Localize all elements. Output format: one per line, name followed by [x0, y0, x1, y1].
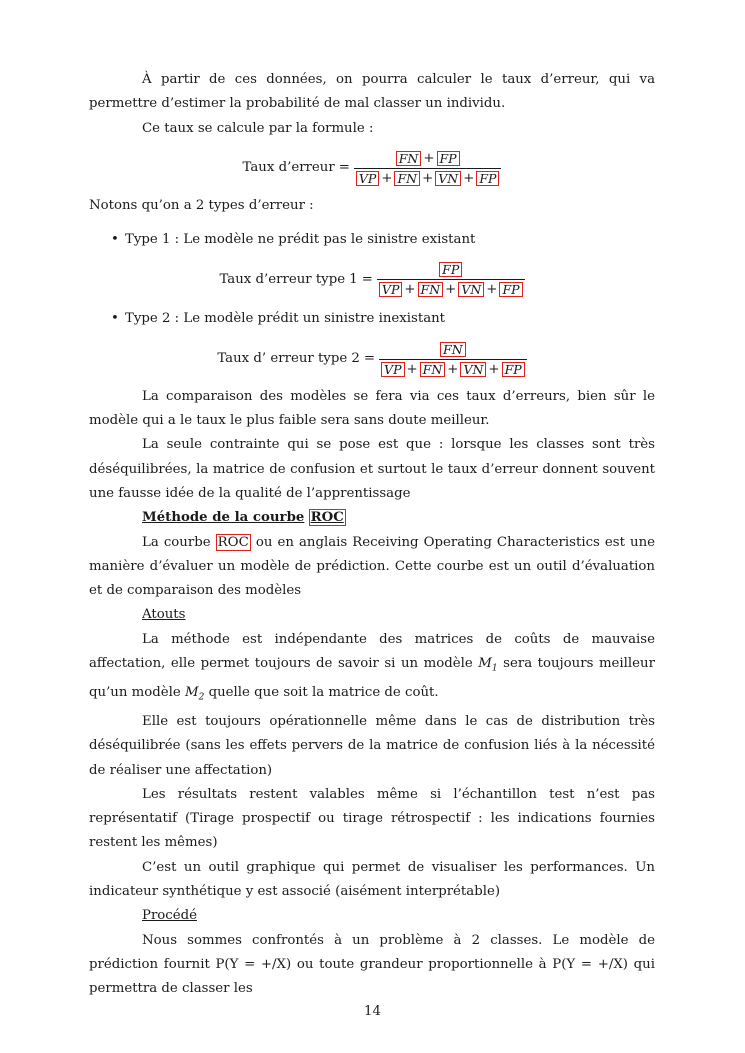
fraction: FP VP + FN + VN + FP: [377, 262, 525, 297]
paragraph: À partir de ces données, on pourra calculer le taux d’erreur, qui va permettre d’estimer la probabilité de mal classer un individu.: [89, 72, 655, 112]
paragraph: La méthode est indépendante des matrices de coûts de mauvaise affectation, elle permet toujours de savoir si un modèle $M_1$ sera toujours meilleur qu’un modèle $M_2$ quelle que soit la matrice de coût.: [89, 631, 655, 703]
term-box: FP: [499, 282, 522, 297]
paragraph: La comparaison des modèles se fera via ces taux d’erreurs, bien sûr le modèle qui a le taux le plus faible sera sans doute meilleur.: [89, 388, 655, 429]
bullet-dot: •: [111, 311, 119, 327]
subheading-atouts: Atouts: [142, 607, 186, 623]
paragraph: Elle est toujours opérationnelle même dans le cas de distribution très déséquilibrée (sans les effets pervers de la matrice de confusion liés à la nécessité de réaliser une affectation): [89, 713, 655, 778]
model-m2: $M_2$: [185, 685, 205, 703]
formula-error-type1: [89, 262, 655, 297]
term-box: FN: [418, 282, 444, 297]
term-box: FP: [437, 151, 460, 166]
term-box: VP: [356, 171, 379, 186]
term-box: VN: [458, 282, 484, 297]
paragraph: Nous sommes confrontés à un problème à 2 classes. Le modèle de prédiction fournit P(Y = +/X) ou toute grandeur proportionnelle à P(Y = +/X) qui permettra de classer les: [89, 932, 655, 997]
subheading-procede: Procédé: [142, 908, 198, 924]
paragraph: Notons qu’on a 2 types d’erreur :: [89, 197, 314, 213]
paragraph: C’est un outil graphique qui permet de visualiser les performances. Un indicateur synthétique y est associé (aisément interprétable): [89, 859, 655, 900]
term-box: FP: [476, 171, 499, 186]
term-box: FP: [439, 262, 462, 277]
bullet-dot: •: [111, 232, 119, 248]
formula-label: Taux d’ erreur type 2: [217, 351, 360, 367]
bullet-item: [111, 307, 655, 331]
fraction: FN + FP VP + FN + VN + FP: [354, 151, 502, 186]
term-box: FN: [440, 342, 466, 357]
term-box: VN: [460, 362, 486, 377]
formula-error-rate: [89, 151, 655, 186]
formula-label: Taux d’erreur type 1: [219, 271, 358, 287]
formula-label: Taux d’erreur: [242, 160, 335, 176]
formula-error-type2: [89, 342, 655, 377]
bullet-item: [111, 228, 655, 252]
term-box: VP: [379, 282, 402, 297]
paragraph: Les résultats restent valables même si l’échantillon test n’est pas représentatif (Tirage prospectif ou tirage rétrospectif : les indications fournies restent les mêmes): [89, 786, 655, 851]
term-box: FN: [394, 171, 420, 186]
roc-link[interactable]: ROC: [310, 510, 344, 526]
document-page: [89, 68, 655, 1002]
term-box: FP: [502, 362, 525, 377]
bullet-text: Type 1 : Le modèle ne prédit pas le sinistre existant: [125, 232, 476, 248]
term-box: FN: [420, 362, 446, 377]
roc-link[interactable]: ROC: [217, 534, 249, 550]
equals-sign: =: [363, 351, 376, 367]
paragraph: Ce taux se calcule par la formule :: [142, 120, 374, 136]
term-box: VP: [381, 362, 404, 377]
paragraph: La seule contrainte qui se pose est que : lorsque les classes sont très déséquilibrées, la matrice de confusion et surtout le taux d’erreur donnent souvent une fausse idée de la qualité de l’apprentissage: [89, 437, 655, 501]
equals-sign: =: [361, 271, 373, 287]
bullet-text: Type 2 : Le modèle prédit un sinistre inexistant: [125, 311, 446, 327]
section-heading-roc: [89, 506, 655, 530]
fraction: FN VP + FN + VN + FP: [379, 342, 527, 377]
term-box: VN: [435, 171, 461, 186]
equals-sign: =: [338, 160, 350, 176]
heading-text: Méthode de la courbe: [142, 510, 305, 526]
paragraph: La courbe ROC ou en anglais Receiving Operating Characteristics est une manière d’évaluer un modèle de prédiction. Cette courbe est un outil d’évaluation et de comparaison des modèles: [89, 534, 655, 599]
page-number: 14: [364, 1004, 381, 1019]
model-m1: $M_1$: [478, 656, 498, 674]
term-box: FN: [396, 151, 422, 166]
